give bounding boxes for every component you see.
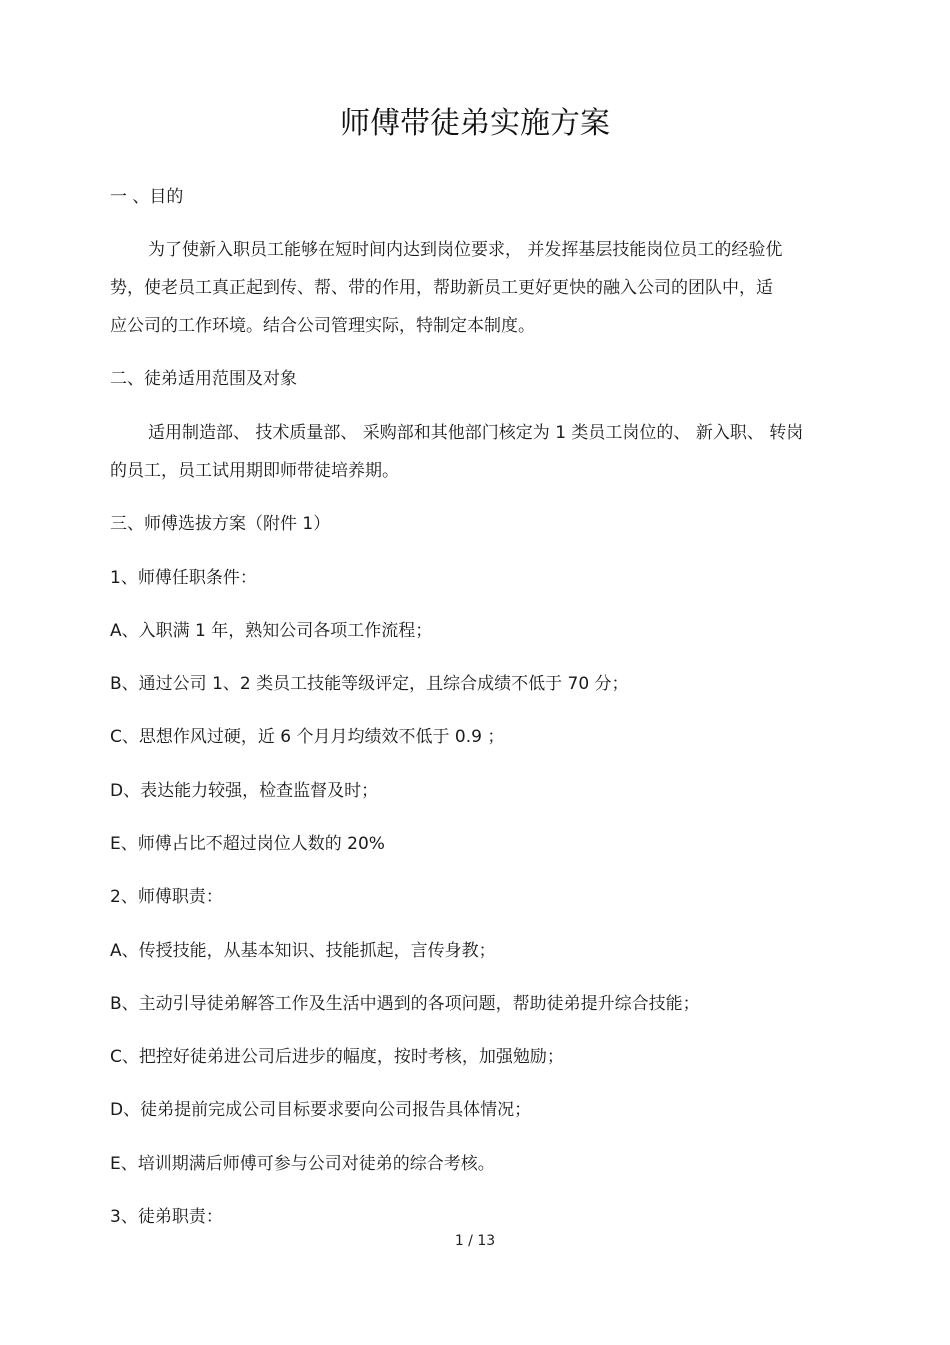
list-item: E、师傅占比不超过岗位人数的 20% [110,834,385,854]
subsection-heading: 1、师傅任职条件： [110,568,257,588]
paragraph-line: 势，使老员工真正起到传、帮、带的作用，帮助新员工更好更快的融入公司的团队中，适 [110,278,773,298]
subsection-heading: 2、师傅职责： [110,887,223,907]
page-number: 1 / 13 [454,1233,496,1249]
paragraph-line: 应公司的工作环境。结合公司管理实际，特制定本制度。 [110,316,535,336]
list-item: B、主动引导徒弟解答工作及生活中遇到的各项问题，帮助徒弟提升综合技能； [110,994,700,1014]
paragraph-line: 的员工，员工试用期即师带徒培养期。 [110,461,399,481]
paragraph-line: 适用制造部、 技术质量部、 采购部和其他部门核定为 1 类员工岗位的、 新入职、 转岗 [148,423,804,443]
paragraph-line: 为了使新入职员工能够在短时间内达到岗位要求， 并发挥基层技能岗位员工的经验优 [148,240,783,260]
section-heading-scope: 二、徒弟适用范围及对象 [110,369,297,389]
section-heading-purpose: 一 、目的 [110,187,184,207]
list-item: B、通过公司 1、2 类员工技能等级评定，且综合成绩不低于 70 分； [110,674,629,694]
subsection-heading: 3、徒弟职责： [110,1207,223,1227]
list-item: A、传授技能，从基本知识、技能抓起，言传身教； [110,941,496,961]
list-item: A、入职满 1 年，熟知公司各项工作流程； [110,621,433,641]
list-item: D、表达能力较强，检查监督及时； [110,781,379,801]
section-heading-selection: 三、师傅选拔方案（附件 1） [110,514,331,534]
list-item: C、把控好徒弟进公司后进步的幅度，按时考核，加强勉励； [110,1047,564,1067]
list-item: D、徒弟提前完成公司目标要求要向公司报告具体情况； [110,1100,532,1120]
list-item: C、思想作风过硬，近 6 个月月均绩效不低于 0.9 ； [110,727,505,747]
document-title: 师傅带徒弟实施方案 [340,106,610,141]
list-item: E、培训期满后师傅可参与公司对徒弟的综合考核。 [110,1154,495,1174]
